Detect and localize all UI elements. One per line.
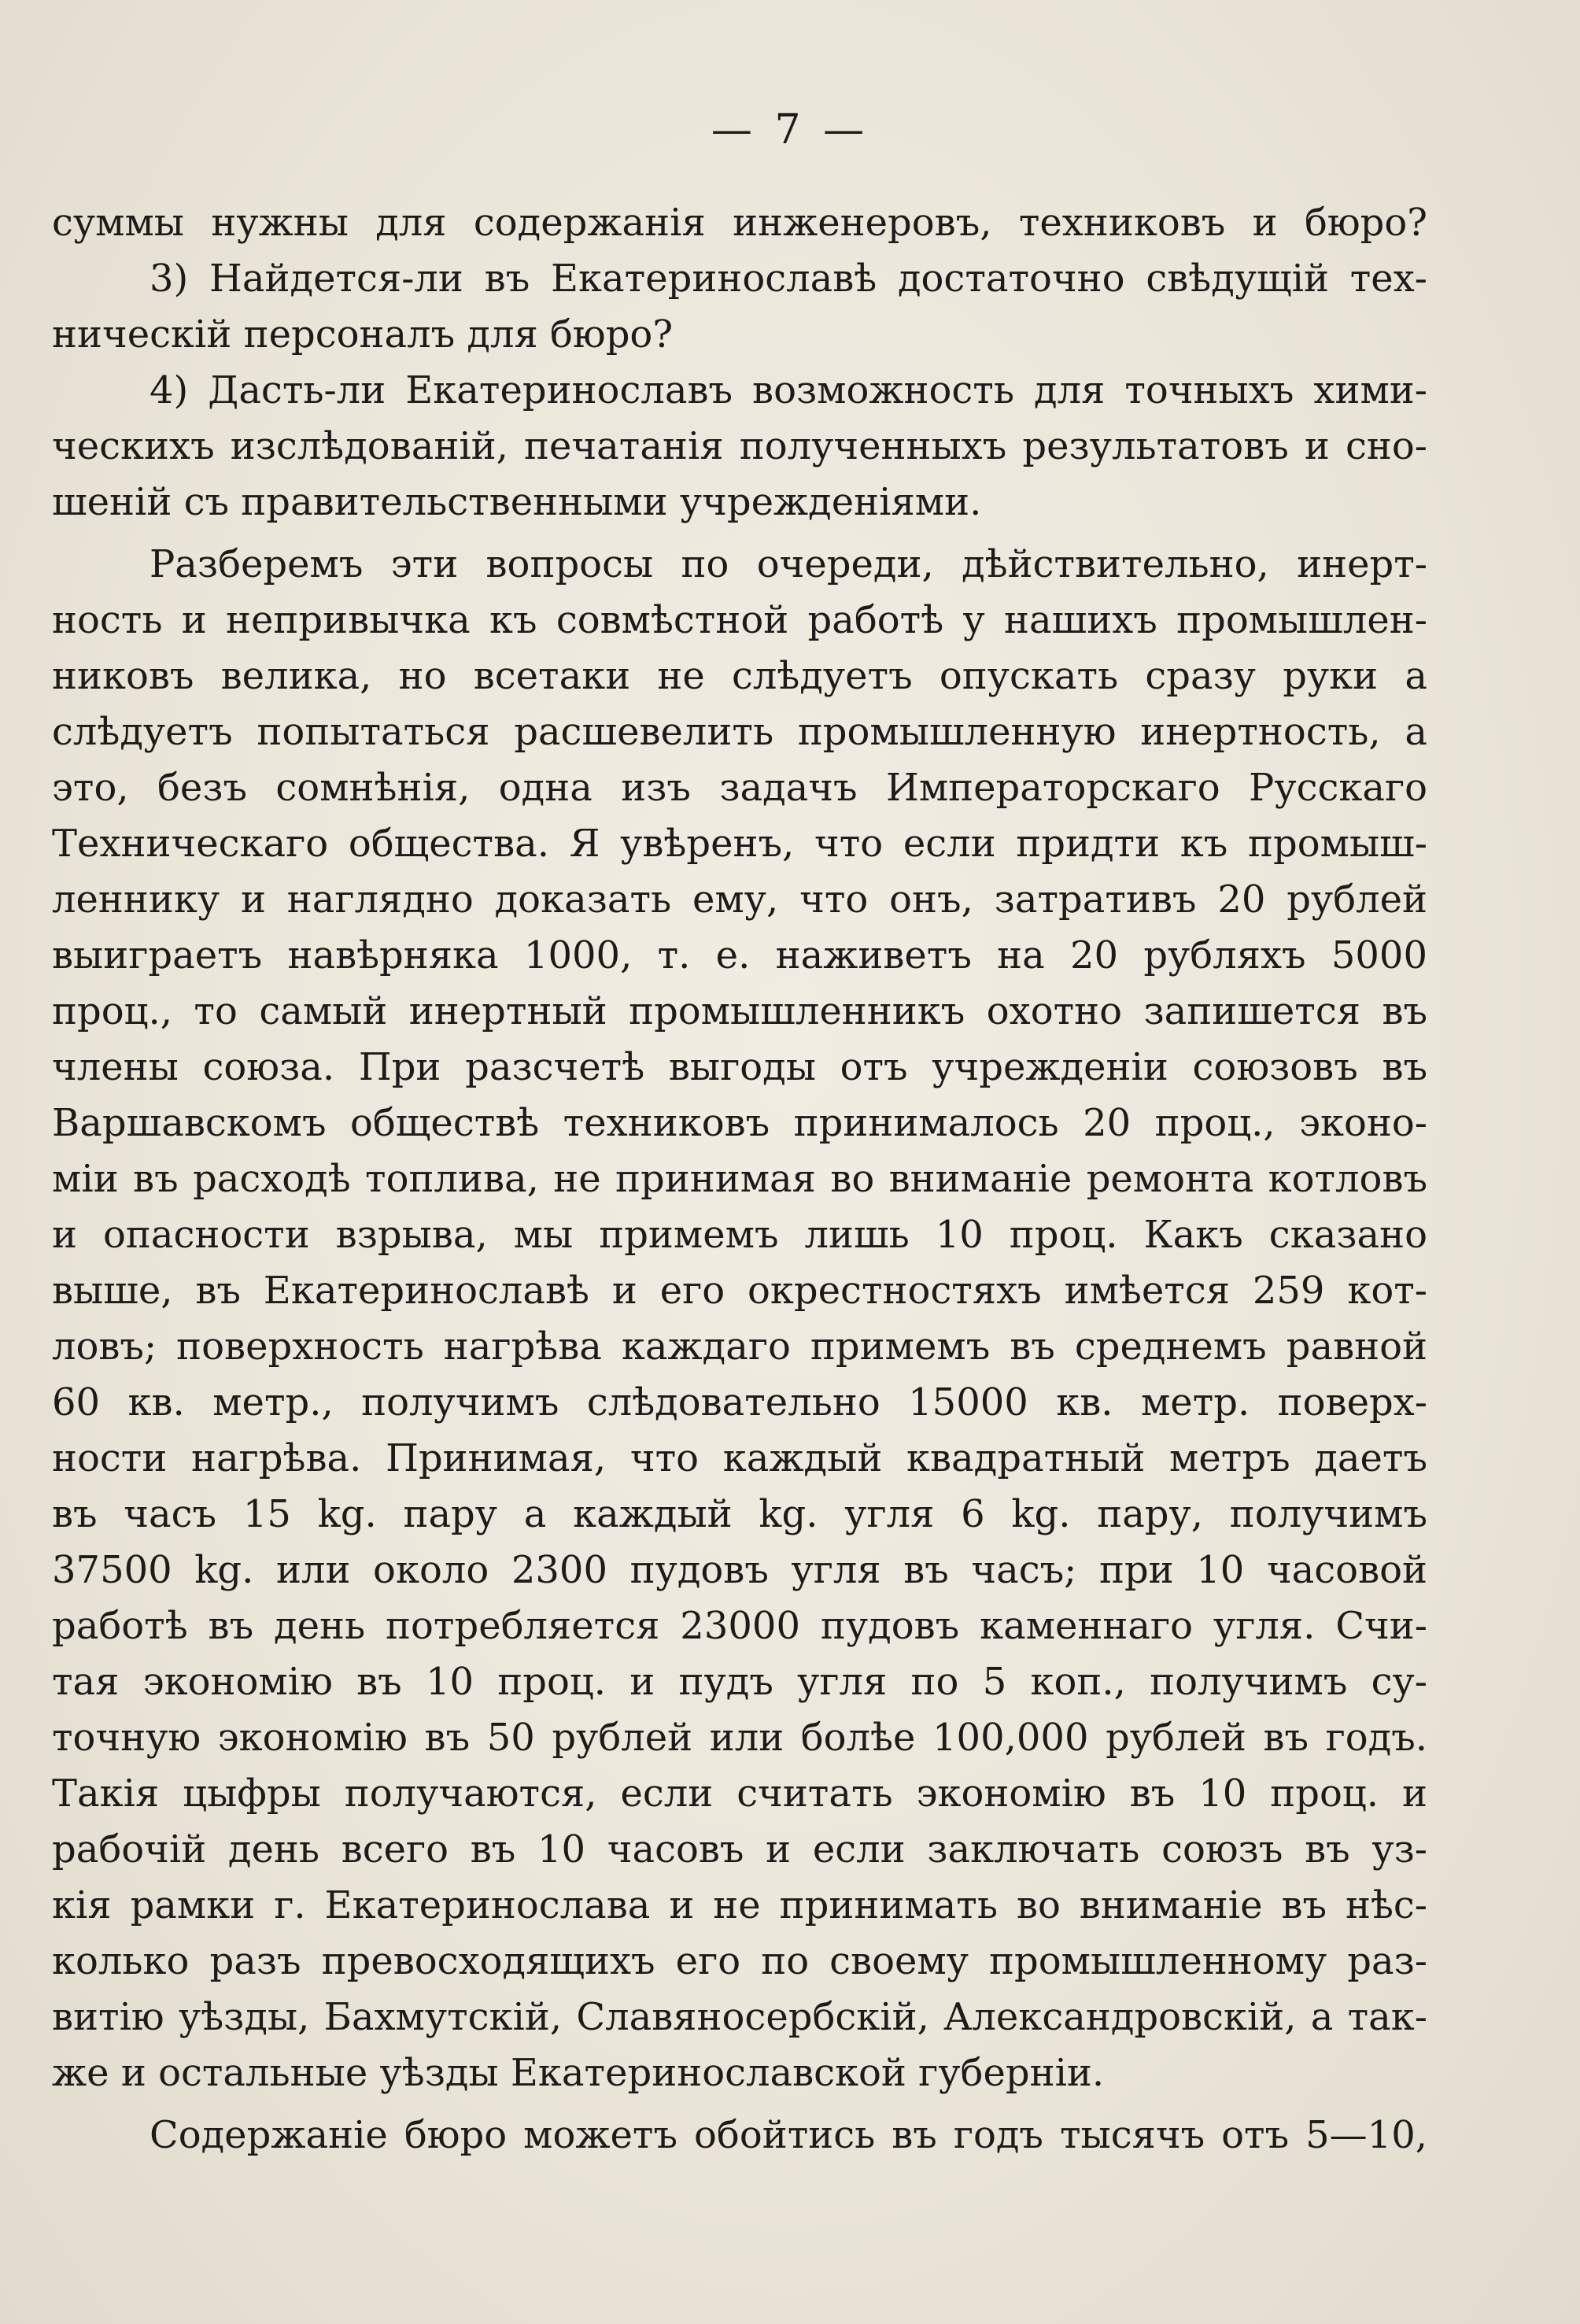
text-line: въ часъ 15 kg. пару а каждый kg. угля 6 kg. пару, получимъ bbox=[52, 1492, 1427, 1536]
text-line: никовъ велика, но всетаки не слѣдуетъ опускать сразу руки а bbox=[52, 654, 1427, 698]
text-line: суммы нужны для содержанія инженеровъ, техниковъ и бюро? bbox=[52, 201, 1427, 245]
text-line: Содержаніе бюро можетъ обойтись въ годъ тысячъ отъ 5—10, bbox=[150, 2113, 1427, 2157]
text-line: Варшавскомъ обществѣ техниковъ принималось 20 проц., эконо- bbox=[52, 1101, 1427, 1145]
text-line: Разберемъ эти вопросы по очереди, дѣйствительно, инерт- bbox=[150, 542, 1427, 586]
text-line: ческихъ изслѣдованій, печатанія полученныхъ результатовъ и сно- bbox=[52, 424, 1427, 468]
text-line: Техническаго общества. Я увѣренъ, что если придти къ промыш- bbox=[52, 822, 1427, 866]
text-line: кія рамки г. Екатеринослава и не принимать во вниманіе въ нѣс- bbox=[52, 1883, 1427, 1927]
text-line: и опасности взрыва, мы примемъ лишь 10 проц. Какъ сказано bbox=[52, 1213, 1427, 1257]
text-line: 4) Дасть-ли Екатеринославъ возможность для точныхъ хими- bbox=[150, 368, 1427, 412]
text-line: леннику и наглядно доказать ему, что онъ, затративъ 20 рублей bbox=[52, 878, 1427, 922]
page-number: — 7 — bbox=[711, 106, 869, 153]
text-line: 60 кв. метр., получимъ слѣдовательно 15000 кв. метр. поверх- bbox=[52, 1380, 1427, 1424]
text-line: проц., то самый инертный промышленникъ охотно запишется въ bbox=[52, 989, 1427, 1033]
text-line: ловъ; поверхность нагрѣва каждаго примемъ въ среднемъ равной bbox=[52, 1325, 1427, 1369]
text-line: шеній съ правительственными учрежденіями. bbox=[52, 480, 982, 524]
text-line: ническій персоналъ для бюро? bbox=[52, 312, 674, 357]
text-line: 37500 kg. или около 2300 пудовъ угля въ часъ; при 10 часовой bbox=[52, 1548, 1427, 1592]
body-text bbox=[52, 195, 1427, 2163]
text-line: работѣ въ день потребляется 23000 пудовъ каменнаго угля. Счи- bbox=[52, 1604, 1427, 1648]
text-line: точную экономію въ 50 рублей или болѣе 100,000 рублей въ годъ. bbox=[52, 1716, 1427, 1760]
text-line: витію уѣзды, Бахмутскій, Славяносербскій, Александровскій, а так- bbox=[52, 1995, 1427, 2039]
text-line: ности нагрѣва. Принимая, что каждый квадратный метръ даетъ bbox=[52, 1436, 1427, 1480]
text-line: Такія цыфры получаются, если считать экономію въ 10 проц. и bbox=[52, 1772, 1427, 1816]
text-line: это, безъ сомнѣнія, одна изъ задачъ Императорскаго Русскаго bbox=[52, 766, 1427, 810]
text-line: 3) Найдется-ли въ Екатеринославѣ достаточно свѣдущій тех- bbox=[150, 257, 1427, 301]
text-line: рабочій день всего въ 10 часовъ и если заключать союзъ въ уз- bbox=[52, 1827, 1427, 1871]
text-line: тая экономію въ 10 проц. и пудъ угля по 5 коп., получимъ су- bbox=[52, 1660, 1427, 1704]
text-line: ность и непривычка къ совмѣстной работѣ у нашихъ промышлен- bbox=[52, 598, 1427, 642]
text-line: выиграетъ навѣрняка 1000, т. е. наживетъ на 20 рубляхъ 5000 bbox=[52, 933, 1427, 977]
text-line: міи въ расходѣ топлива, не принимая во вниманіе ремонта котловъ bbox=[52, 1157, 1427, 1201]
text-line: слѣдуетъ попытаться расшевелить промышленную инертность, а bbox=[52, 710, 1427, 754]
text-line: же и остальные уѣзды Екатеринославской губерніи. bbox=[52, 2051, 1105, 2095]
text-line: члены союза. При разсчетѣ выгоды отъ учрежденіи союзовъ въ bbox=[52, 1045, 1427, 1089]
text-line: колько разъ превосходящихъ его по своему промышленному раз- bbox=[52, 1939, 1427, 1983]
text-line: выше, въ Екатеринославѣ и его окрестностяхъ имѣется 259 кот- bbox=[52, 1269, 1427, 1313]
